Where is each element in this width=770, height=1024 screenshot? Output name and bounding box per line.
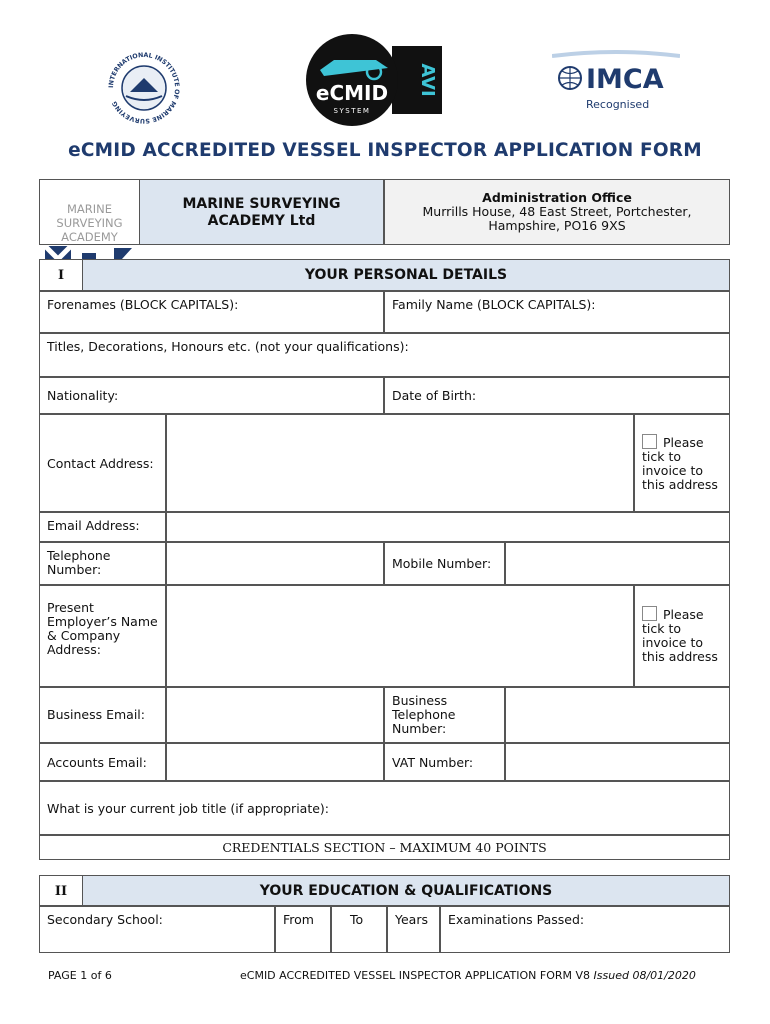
exams-column[interactable] xyxy=(440,906,730,953)
ecmid-logo-sub: SYSTEM xyxy=(333,107,371,115)
job-title-field[interactable] xyxy=(39,781,730,835)
section2-title: YOUR EDUCATION & QUALIFICATIONS xyxy=(259,883,553,899)
from-column[interactable] xyxy=(275,906,331,953)
imca-logo-sub: Recognised xyxy=(586,98,650,111)
invoice-employer-checkbox[interactable] xyxy=(642,606,657,621)
footer-form-info xyxy=(240,969,696,982)
business-phone-input[interactable] xyxy=(505,687,730,743)
accounts-email-input[interactable] xyxy=(166,743,384,781)
footer-issued: Issued 08/01/2020 xyxy=(593,969,696,982)
ecmid-logo-text: eCMID xyxy=(315,81,389,105)
imca-logo-text: IMCA xyxy=(586,64,664,95)
business-email-label: Business Email: xyxy=(47,707,145,722)
contact-address-input[interactable] xyxy=(166,414,634,512)
school-column[interactable] xyxy=(39,906,275,953)
nationality-field[interactable] xyxy=(39,377,384,414)
academy-logo-line2: SURVEYING xyxy=(56,216,123,230)
accounts-email-label-cell xyxy=(39,743,166,781)
page-number: PAGE 1 of 6 xyxy=(48,969,112,982)
academy-name-line1: MARINE SURVEYING xyxy=(182,196,341,212)
invoice-employer-cell xyxy=(634,585,730,687)
titles-field[interactable] xyxy=(39,333,730,377)
academy-name-cell xyxy=(139,179,384,245)
forenames-field[interactable] xyxy=(39,291,384,333)
business-phone-label: Business Telephone Number: xyxy=(392,693,456,736)
invoice-contact-cell xyxy=(634,414,730,512)
employer-label: Present Employer’s Name & Company Address: xyxy=(47,600,158,657)
contact-address-label-cell xyxy=(39,414,166,512)
mobile-label: Mobile Number: xyxy=(392,556,492,571)
email-input[interactable] xyxy=(166,512,730,542)
section2-header xyxy=(82,875,730,906)
section2-number-text: II xyxy=(54,884,68,899)
nationality-label: Nationality: xyxy=(47,388,119,403)
form-title: eCMID ACCREDITED VESSEL INSPECTOR APPLICATION FORM xyxy=(68,140,702,161)
admin-office-line2: Hampshire, PO16 9XS xyxy=(488,218,626,233)
years-column-label: Years xyxy=(395,912,428,927)
academy-logo-line1: MARINE xyxy=(66,202,113,216)
admin-office-cell xyxy=(384,179,730,245)
ecmid-logo xyxy=(304,34,444,126)
vat-label-cell xyxy=(384,743,505,781)
imca-logo xyxy=(552,50,680,116)
email-label: Email Address: xyxy=(47,518,140,533)
section1-number-text: I xyxy=(57,268,65,283)
employer-input[interactable] xyxy=(166,585,634,687)
business-email-label-cell xyxy=(39,687,166,743)
exams-column-label: Examinations Passed: xyxy=(448,912,585,927)
academy-logo-cell xyxy=(39,179,139,245)
vat-input[interactable] xyxy=(505,743,730,781)
employer-label-cell xyxy=(39,585,166,687)
academy-logo-line3: ACADEMY xyxy=(61,230,118,244)
mobile-input[interactable] xyxy=(505,542,730,585)
invoice-contact-checkbox[interactable] xyxy=(642,434,657,449)
section1-number xyxy=(39,259,83,291)
iims-logo-text: INTERNATIONAL INSTITUTE OF MARINE SURVEYING xyxy=(107,51,181,125)
telephone-input[interactable] xyxy=(166,542,384,585)
telephone-label: Telephone Number: xyxy=(47,548,111,577)
mobile-label-cell xyxy=(384,542,505,585)
school-column-label: Secondary School: xyxy=(47,912,163,927)
accounts-email-label: Accounts Email: xyxy=(47,755,147,770)
section1-title: YOUR PERSONAL DETAILS xyxy=(304,267,508,283)
job-title-label: What is your current job title (if appropriate): xyxy=(47,801,330,816)
vat-label: VAT Number: xyxy=(392,755,474,770)
invoice-contact-label: Please tick to invoice to this address xyxy=(642,435,718,492)
section1-header xyxy=(82,259,730,291)
academy-name-line2: ACADEMY Ltd xyxy=(207,213,316,229)
business-email-input[interactable] xyxy=(166,687,384,743)
section2-number xyxy=(39,875,83,906)
invoice-employer-label: Please tick to invoice to this address xyxy=(642,607,718,664)
titles-label: Titles, Decorations, Honours etc. (not your qualifications): xyxy=(47,339,409,354)
from-column-label: From xyxy=(283,912,314,927)
to-column[interactable] xyxy=(331,906,387,953)
years-column[interactable] xyxy=(387,906,440,953)
credentials-text: CREDENTIALS SECTION – MAXIMUM 40 POINTS xyxy=(222,840,547,855)
dob-field[interactable] xyxy=(384,377,730,414)
business-phone-label-cell xyxy=(384,687,505,743)
to-column-label: To xyxy=(350,912,364,927)
family-name-field[interactable] xyxy=(384,291,730,333)
dob-label: Date of Birth: xyxy=(392,388,477,403)
family-name-label: Family Name (BLOCK CAPITALS): xyxy=(392,297,596,312)
admin-office-line1: Murrills House, 48 East Street, Portchester, xyxy=(422,204,692,219)
contact-address-label: Contact Address: xyxy=(47,456,154,471)
forenames-label: Forenames (BLOCK CAPITALS): xyxy=(47,297,239,312)
email-label-cell xyxy=(39,512,166,542)
ecmid-avi-badge: AVI xyxy=(417,63,438,97)
telephone-label-cell xyxy=(39,542,166,585)
credentials-banner xyxy=(39,835,730,860)
footer-form-name: eCMID ACCREDITED VESSEL INSPECTOR APPLICATION FORM V8 xyxy=(240,969,591,982)
iims-logo xyxy=(104,48,184,128)
admin-office-title: Administration Office xyxy=(482,190,632,205)
